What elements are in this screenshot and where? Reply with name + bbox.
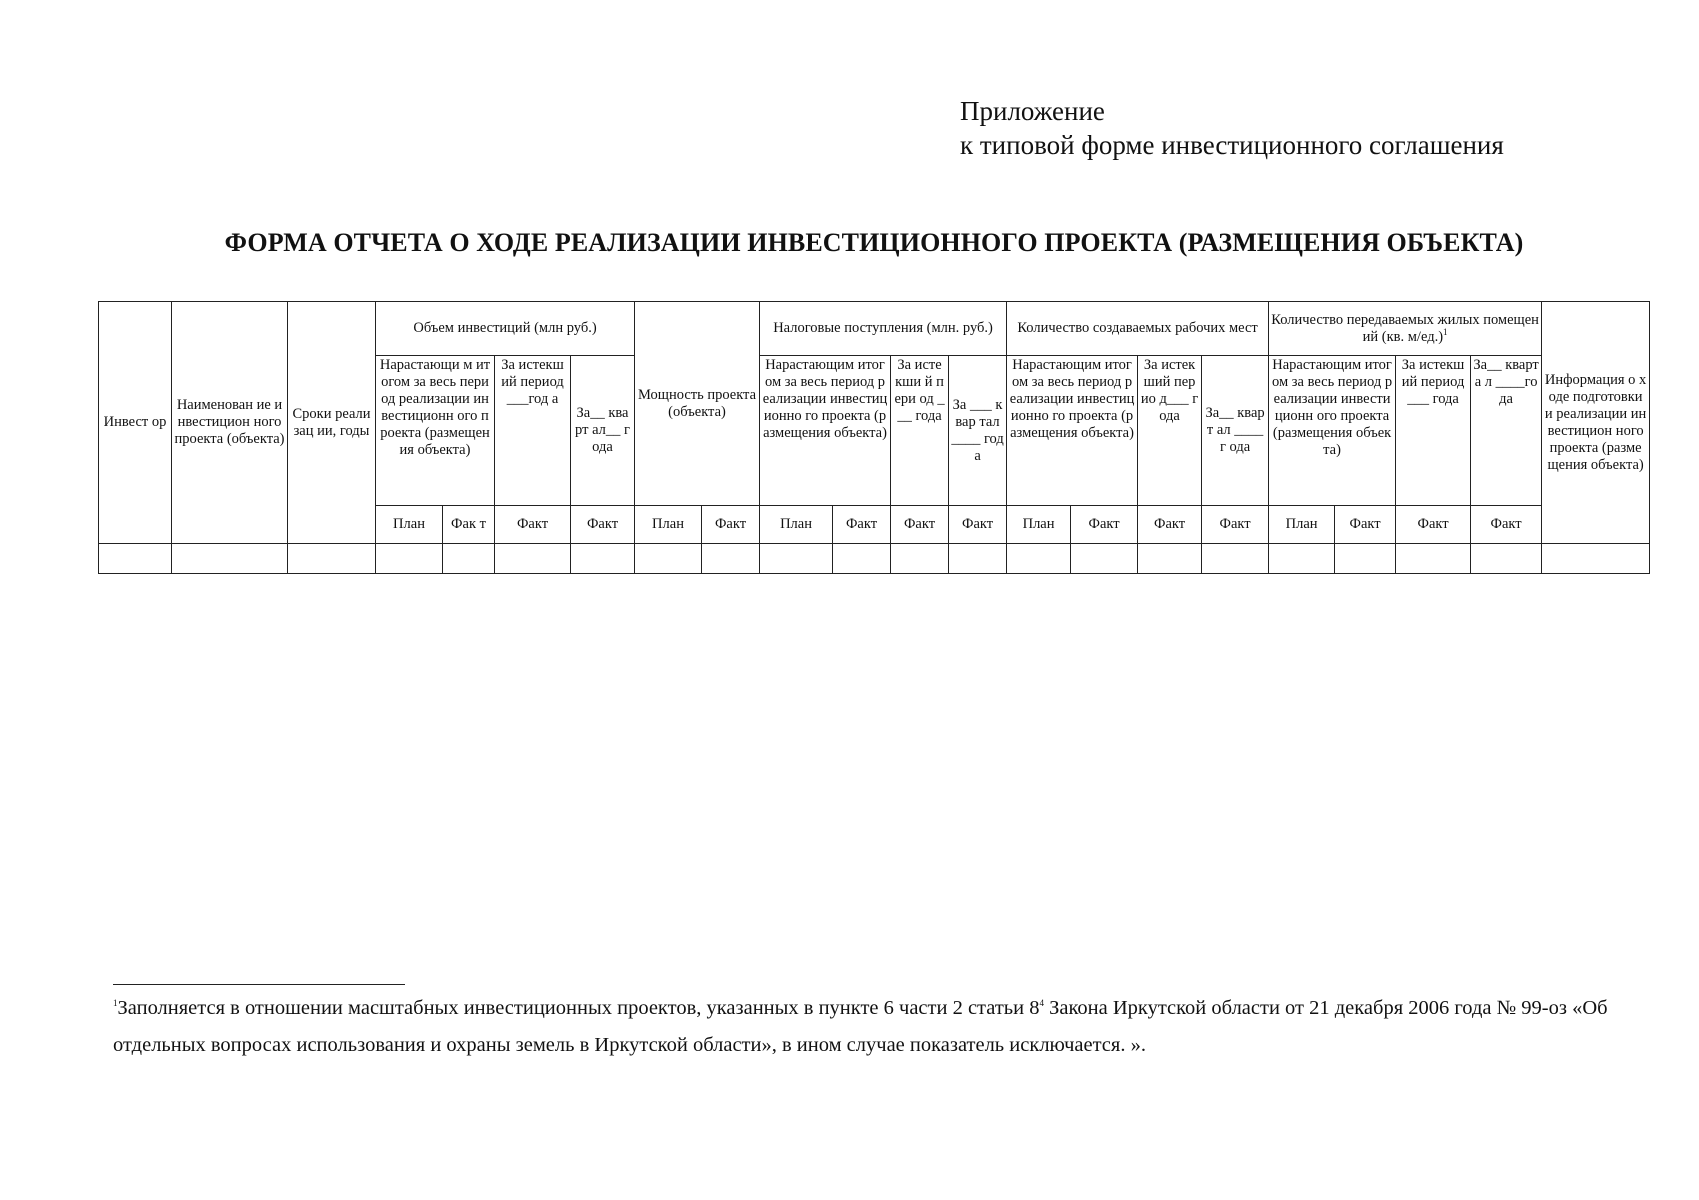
footnote xyxy=(113,990,1623,1064)
header-jobs-cumulative: Нарастающим итогом за весь период реализации инвестиционно го проекта (размещения объекта) xyxy=(1007,356,1138,506)
housing-cum-fact-label: Факт xyxy=(1335,506,1396,544)
annex-header xyxy=(960,94,1504,162)
table-cell xyxy=(443,544,495,574)
table-cell xyxy=(571,544,635,574)
header-housing-count: Количество передаваемых жилых помещений (кв. м/ед.)$^1$ xyxy=(1269,302,1542,356)
jobs-cum-fact-label: Факт xyxy=(1071,506,1138,544)
table-cell xyxy=(1542,544,1650,574)
header-inv-elapsed: За истекш ий период ___год а xyxy=(495,356,571,506)
table-cell xyxy=(1202,544,1269,574)
capacity-plan-label: План xyxy=(635,506,702,544)
report-table xyxy=(98,301,1650,574)
header-inv-quarter: За__ кварт ал__ года xyxy=(571,356,635,506)
footnote-text-b: Закона Иркутской области от 21 декабря 2006 года № 99-оз «Об отдельных вопросах использования и охраны земель в Иркутской области», в ином случае показатель исключается. ». xyxy=(113,997,1608,1056)
header-jobs-count: Количество создаваемых рабочих мест xyxy=(1007,302,1269,356)
inv-cum-plan-label: План xyxy=(376,506,443,544)
table-cell xyxy=(1396,544,1471,574)
housing-quarter-fact-label: Факт xyxy=(1471,506,1542,544)
table-cell xyxy=(99,544,172,574)
footnote-marker: 1 xyxy=(113,998,118,1009)
tax-cum-plan-label: План xyxy=(760,506,833,544)
header-project-name: Наименован ие инвестицион ного проекта (объекта) xyxy=(172,302,288,544)
table-cell xyxy=(172,544,288,574)
housing-cum-plan-label: План xyxy=(1269,506,1335,544)
header-housing-cumulative: Нарастающим итогом за весь период реализации инвестиционн ого проекта (размещения объекта) xyxy=(1269,356,1396,506)
header-progress-info: Информация о ходе подготовки и реализации инвестицион ного проекта (размещения объекта) xyxy=(1542,302,1650,544)
inv-cum-fact-label: Фак т xyxy=(443,506,495,544)
header-terms: Сроки реализац ии, годы xyxy=(288,302,376,544)
table-cell xyxy=(1269,544,1335,574)
header-tax-elapsed: За исте кши й пери од ___ года xyxy=(891,356,949,506)
header-housing-quarter: За__ кварта л ____го да xyxy=(1471,356,1542,506)
inv-elapsed-fact-label: Факт xyxy=(495,506,571,544)
header-housing-elapsed: За истекш ий период ___ года xyxy=(1396,356,1471,506)
table-cell xyxy=(702,544,760,574)
housing-elapsed-fact-label: Факт xyxy=(1396,506,1471,544)
jobs-cum-plan-label: План xyxy=(1007,506,1071,544)
table-row xyxy=(99,544,1650,574)
table-cell xyxy=(495,544,571,574)
table-cell xyxy=(1138,544,1202,574)
footnote-superscript: 4 xyxy=(1039,998,1044,1009)
annex-line-1: Приложение xyxy=(960,96,1105,126)
jobs-elapsed-fact-label: Факт xyxy=(1138,506,1202,544)
tax-quarter-fact-label: Факт xyxy=(949,506,1007,544)
annex-line-2: к типовой форме инвестиционного соглашения xyxy=(960,130,1504,160)
table-cell xyxy=(833,544,891,574)
header-tax-quarter: За ___ квар тал ____ года xyxy=(949,356,1007,506)
header-tax-revenue: Налоговые поступления (млн. руб.) xyxy=(760,302,1007,356)
table-cell xyxy=(288,544,376,574)
table-cell xyxy=(891,544,949,574)
inv-quarter-fact-label: Факт xyxy=(571,506,635,544)
header-investor: Инвест ор xyxy=(99,302,172,544)
footnote-separator xyxy=(113,984,405,985)
header-investments-volume: Объем инвестиций (млн руб.) xyxy=(376,302,635,356)
table-cell xyxy=(376,544,443,574)
table-cell xyxy=(1335,544,1396,574)
tax-cum-fact-label: Факт xyxy=(833,506,891,544)
header-inv-cumulative: Нарастающи м итогом за весь период реализации инвестиционн ого проекта (размещения объекта) xyxy=(376,356,495,506)
table-cell xyxy=(949,544,1007,574)
header-capacity: Мощность проекта (объекта) xyxy=(635,302,760,506)
capacity-fact-label: Факт xyxy=(702,506,760,544)
tax-elapsed-fact-label: Факт xyxy=(891,506,949,544)
table-cell xyxy=(635,544,702,574)
footnote-text-a: Заполняется в отношении масштабных инвестиционных проектов, указанных в пункте 6 части 2 статьи 8 xyxy=(117,997,1040,1019)
header-jobs-quarter: За__ кварт ал ____г ода xyxy=(1202,356,1269,506)
document-title: ФОРМА ОТЧЕТА О ХОДЕ РЕАЛИЗАЦИИ ИНВЕСТИЦИОННОГО ПРОЕКТА (РАЗМЕЩЕНИЯ ОБЪЕКТА) xyxy=(224,228,1524,257)
table-cell xyxy=(760,544,833,574)
header-tax-cumulative: Нарастающим итогом за весь период реализации инвестиционно го проекта (размещения объекта) xyxy=(760,356,891,506)
header-jobs-elapsed: За истек ший перио д___ года xyxy=(1138,356,1202,506)
table-cell xyxy=(1071,544,1138,574)
table-cell xyxy=(1007,544,1071,574)
jobs-quarter-fact-label: Факт xyxy=(1202,506,1269,544)
table-cell xyxy=(1471,544,1542,574)
